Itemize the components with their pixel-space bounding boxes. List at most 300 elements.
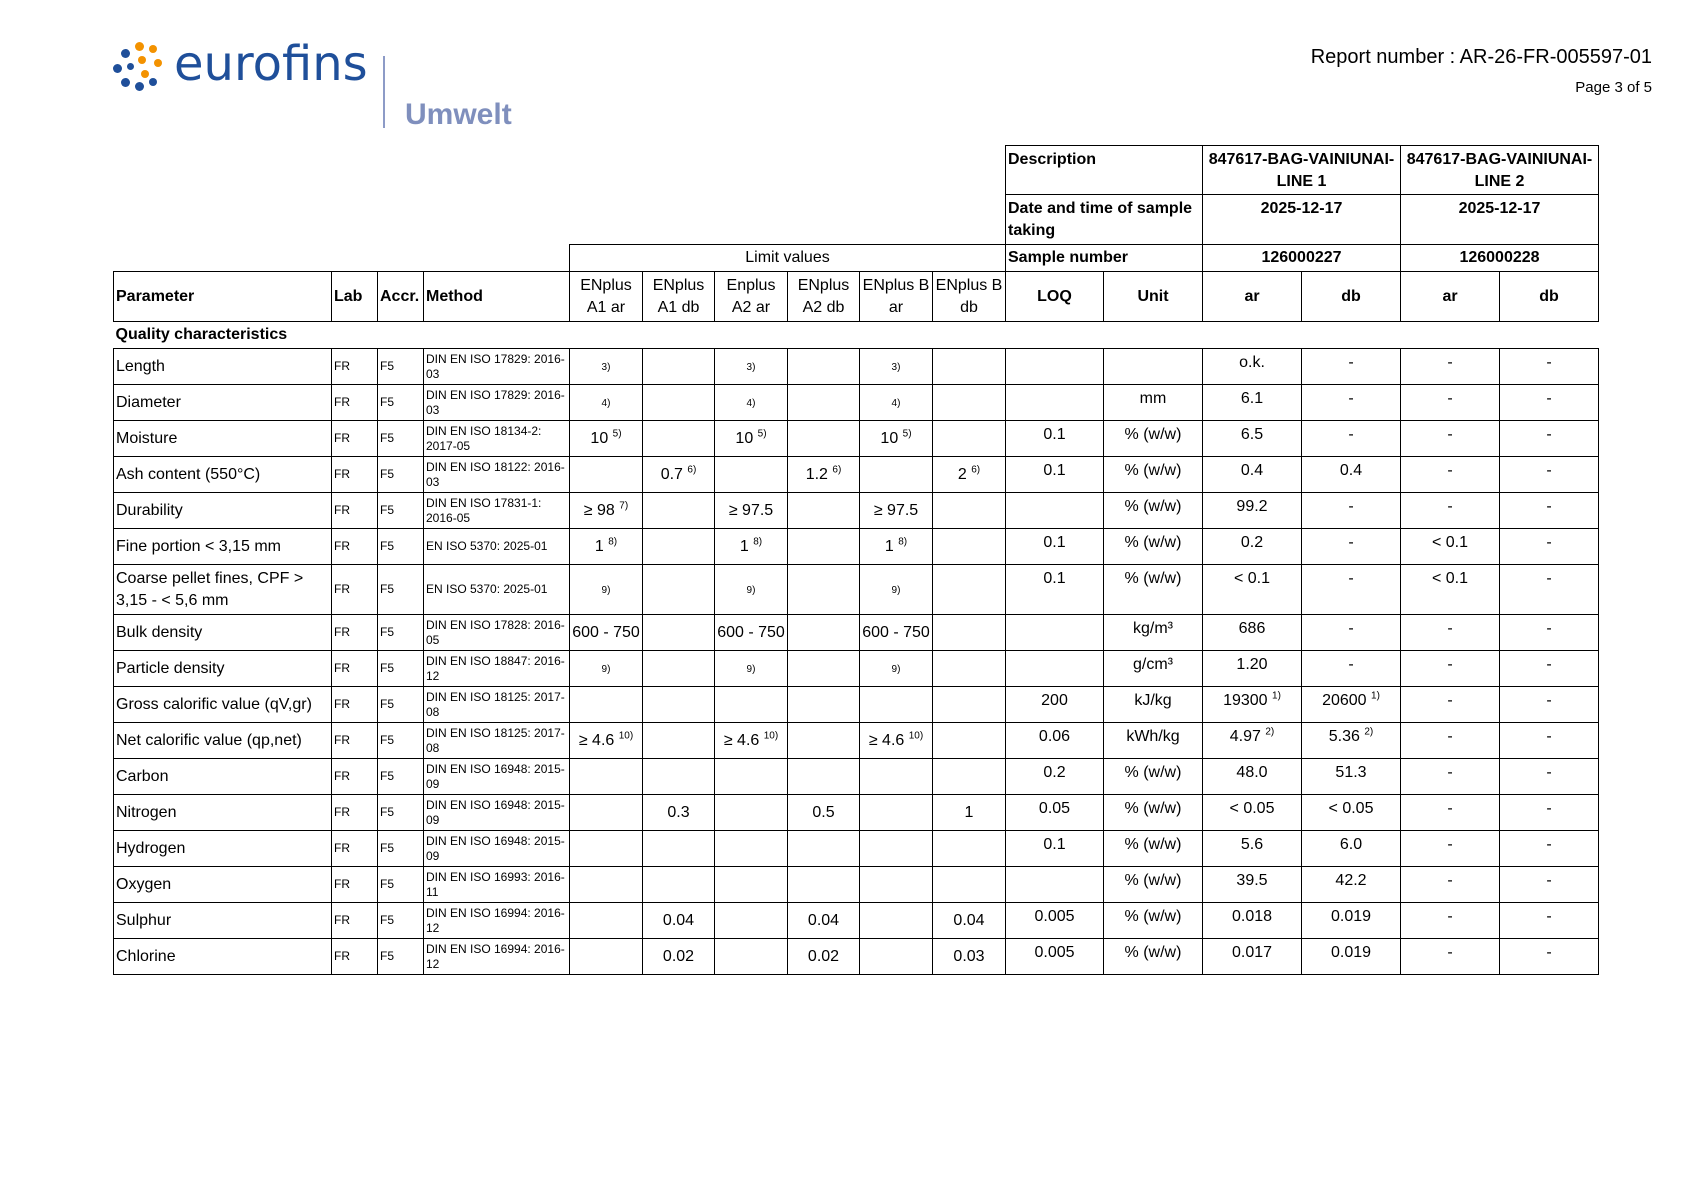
footnote-ref: 9) <box>891 663 901 675</box>
limit-cell <box>643 615 715 651</box>
footnote-ref: 9) <box>746 663 756 675</box>
accr-cell: F5 <box>378 651 424 687</box>
table-row <box>114 529 1599 565</box>
limit-cell <box>788 421 860 457</box>
limit-cell <box>933 493 1006 529</box>
sample2-ar-cell: - <box>1401 493 1500 529</box>
limit-cell <box>715 565 788 615</box>
limit-cell <box>570 939 643 975</box>
method-cell: DIN EN ISO 16994: 2016-12 <box>424 939 570 975</box>
unit-cell: % (w/w) <box>1104 867 1203 903</box>
loq-cell: 0.2 <box>1006 759 1104 795</box>
sample1-db-cell: - <box>1302 529 1401 565</box>
footnote-ref: 4) <box>891 397 901 409</box>
method-cell: DIN EN ISO 18125: 2017-08 <box>424 687 570 723</box>
limit-cell <box>933 867 1006 903</box>
limit-cell: ≥ 4.6 $^{10)}$ <box>860 723 933 759</box>
sample2-db-cell: - <box>1500 565 1599 615</box>
limit-cell <box>788 651 860 687</box>
col-limit-a1-db: ENplus A1 db <box>643 272 715 322</box>
unit-cell: mm <box>1104 385 1203 421</box>
unit-cell: % (w/w) <box>1104 831 1203 867</box>
sample2-db-cell: - <box>1500 903 1599 939</box>
sample2-ar-cell: - <box>1401 349 1500 385</box>
column-header-row <box>114 272 1599 322</box>
limit-cell <box>933 759 1006 795</box>
loq-cell <box>1006 385 1104 421</box>
limit-cell: 0.5 <box>788 795 860 831</box>
lab-cell: FR <box>332 759 378 795</box>
sample1-db-cell: < 0.05 <box>1302 795 1401 831</box>
sample2-ar-cell: - <box>1401 759 1500 795</box>
unit-cell: % (w/w) <box>1104 493 1203 529</box>
limit-cell <box>933 385 1006 421</box>
limit-cell <box>570 687 643 723</box>
unit-cell: % (w/w) <box>1104 939 1203 975</box>
loq-cell <box>1006 493 1104 529</box>
method-cell: DIN EN ISO 16948: 2015-09 <box>424 831 570 867</box>
limit-cell <box>715 651 788 687</box>
loq-cell: 0.1 <box>1006 565 1104 615</box>
col-parameter: Parameter <box>114 272 332 322</box>
table-row <box>114 795 1599 831</box>
sample2-number: 126000228 <box>1401 245 1599 272</box>
col-sample1-db: db <box>1302 272 1401 322</box>
sample2-db-cell: - <box>1500 651 1599 687</box>
sample-number-label: Sample number <box>1006 245 1203 272</box>
parameter-cell: Length <box>114 349 332 385</box>
accr-cell: F5 <box>378 723 424 759</box>
accr-cell: F5 <box>378 939 424 975</box>
lab-cell: FR <box>332 529 378 565</box>
footnote-ref: 4) <box>746 397 756 409</box>
sample2-db-cell: - <box>1500 493 1599 529</box>
limit-cell <box>715 867 788 903</box>
footnote-ref: 7) <box>619 500 629 512</box>
footnote-ref: 8) <box>898 536 908 548</box>
report-number: Report number : AR-26-FR-005597-01 <box>1310 46 1652 68</box>
limit-cell <box>715 903 788 939</box>
limit-cell: 600 - 750 <box>860 615 933 651</box>
limit-cell <box>715 349 788 385</box>
limit-cell <box>570 349 643 385</box>
limit-cell: 0.3 <box>643 795 715 831</box>
limit-cell <box>643 831 715 867</box>
sample2-db-cell: - <box>1500 831 1599 867</box>
limit-cell <box>643 867 715 903</box>
sample2-db-cell: - <box>1500 529 1599 565</box>
lab-cell: FR <box>332 457 378 493</box>
sample1-ar-cell: 686 <box>1203 615 1302 651</box>
footnote-ref: 1) <box>1371 690 1380 702</box>
footnote-ref: 9) <box>746 584 756 596</box>
table-row <box>114 493 1599 529</box>
sample1-db-cell: 0.4 <box>1302 457 1401 493</box>
limit-cell <box>643 651 715 687</box>
sample1-ar-cell: 4.97 $^{2)}$ <box>1203 723 1302 759</box>
col-loq: LOQ <box>1006 272 1104 322</box>
footnote-ref: 3) <box>746 361 756 373</box>
data-rows <box>114 349 1599 975</box>
accr-cell: F5 <box>378 903 424 939</box>
footnote-ref: 5) <box>612 428 622 440</box>
footnote-ref: 6) <box>687 464 697 476</box>
lab-cell: FR <box>332 687 378 723</box>
limit-cell <box>715 831 788 867</box>
method-cell: DIN EN ISO 18134-2: 2017-05 <box>424 421 570 457</box>
sample1-date: 2025-12-17 <box>1203 195 1401 245</box>
parameter-cell: Hydrogen <box>114 831 332 867</box>
sample2-ar-cell: < 0.1 <box>1401 529 1500 565</box>
loq-cell: 0.005 <box>1006 939 1104 975</box>
sample1-ar-cell: 0.018 <box>1203 903 1302 939</box>
parameter-cell: Moisture <box>114 421 332 457</box>
parameter-cell: Durability <box>114 493 332 529</box>
table-row <box>114 687 1599 723</box>
col-limit-b-ar: ENplus B ar <box>860 272 933 322</box>
sample2-ar-cell: - <box>1401 867 1500 903</box>
parameter-cell: Nitrogen <box>114 795 332 831</box>
footnote-ref: 9) <box>891 584 901 596</box>
sample2-db-cell: - <box>1500 615 1599 651</box>
limit-cell <box>860 457 933 493</box>
accr-cell: F5 <box>378 421 424 457</box>
sample1-ar-cell: o.k. <box>1203 349 1302 385</box>
loq-cell: 0.1 <box>1006 457 1104 493</box>
sample2-ar-cell: - <box>1401 795 1500 831</box>
table-row <box>114 831 1599 867</box>
accr-cell: F5 <box>378 687 424 723</box>
sample1-number: 126000227 <box>1203 245 1401 272</box>
limit-cell: 1.2 $^{6)}$ <box>788 457 860 493</box>
limit-cell <box>788 565 860 615</box>
col-method: Method <box>424 272 570 322</box>
accr-cell: F5 <box>378 565 424 615</box>
lab-cell: FR <box>332 493 378 529</box>
limit-cell: 2 $^{6)}$ <box>933 457 1006 493</box>
col-limit-b-db: ENplus B db <box>933 272 1006 322</box>
unit-cell: % (w/w) <box>1104 457 1203 493</box>
limit-cell <box>788 385 860 421</box>
sample1-ar-cell: 39.5 <box>1203 867 1302 903</box>
limit-cell <box>715 457 788 493</box>
limit-cell <box>643 529 715 565</box>
loq-cell <box>1006 615 1104 651</box>
lab-cell: FR <box>332 565 378 615</box>
limit-cell: 10 $^{5)}$ <box>570 421 643 457</box>
parameter-cell: Bulk density <box>114 615 332 651</box>
limit-cell <box>788 493 860 529</box>
limit-cell <box>570 759 643 795</box>
limit-cell <box>715 759 788 795</box>
unit-cell <box>1104 349 1203 385</box>
sample1-ar-cell: 48.0 <box>1203 759 1302 795</box>
footnote-ref: 10) <box>618 730 634 742</box>
limit-cell: 1 $^{8)}$ <box>570 529 643 565</box>
limit-cell: 0.02 <box>643 939 715 975</box>
results-table <box>113 145 1599 975</box>
accr-cell: F5 <box>378 867 424 903</box>
lab-cell: FR <box>332 349 378 385</box>
accr-cell: F5 <box>378 385 424 421</box>
loq-cell: 0.1 <box>1006 421 1104 457</box>
loq-cell: 0.1 <box>1006 831 1104 867</box>
loq-cell: 0.05 <box>1006 795 1104 831</box>
lab-cell: FR <box>332 867 378 903</box>
sample1-db-cell: - <box>1302 651 1401 687</box>
loq-cell: 200 <box>1006 687 1104 723</box>
sample2-ar-cell: < 0.1 <box>1401 565 1500 615</box>
limit-cell <box>788 759 860 795</box>
sample2-ar-cell: - <box>1401 903 1500 939</box>
parameter-cell: Coarse pellet fines, CPF > 3,15 - < 5,6 mm <box>114 565 332 615</box>
limit-cell: 600 - 750 <box>570 615 643 651</box>
sample2-ar-cell: - <box>1401 457 1500 493</box>
limit-cell: 0.03 <box>933 939 1006 975</box>
unit-cell: % (w/w) <box>1104 759 1203 795</box>
limit-cell <box>860 795 933 831</box>
lab-cell: FR <box>332 385 378 421</box>
footnote-ref: 3) <box>601 361 611 373</box>
sample2-db-cell: - <box>1500 939 1599 975</box>
method-cell: DIN EN ISO 18125: 2017-08 <box>424 723 570 759</box>
footnote-ref: 9) <box>601 663 611 675</box>
parameter-cell: Diameter <box>114 385 332 421</box>
limit-cell <box>788 615 860 651</box>
lab-cell: FR <box>332 903 378 939</box>
footnote-ref: 10) <box>763 730 779 742</box>
method-cell: DIN EN ISO 17828: 2016-05 <box>424 615 570 651</box>
col-sample2-ar: ar <box>1401 272 1500 322</box>
limit-cell <box>860 903 933 939</box>
sample1-ar-cell: 0.4 <box>1203 457 1302 493</box>
method-cell: DIN EN ISO 17829: 2016-03 <box>424 385 570 421</box>
accr-cell: F5 <box>378 493 424 529</box>
lab-cell: FR <box>332 421 378 457</box>
limit-cell <box>570 795 643 831</box>
table-row <box>114 867 1599 903</box>
limit-cell <box>788 529 860 565</box>
table-row <box>114 421 1599 457</box>
sample2-db-cell: - <box>1500 349 1599 385</box>
sample2-db-cell: - <box>1500 687 1599 723</box>
lab-cell: FR <box>332 651 378 687</box>
unit-cell: g/cm³ <box>1104 651 1203 687</box>
sample2-date: 2025-12-17 <box>1401 195 1599 245</box>
unit-cell: kWh/kg <box>1104 723 1203 759</box>
limit-values-label: Limit values <box>570 245 1006 272</box>
limit-cell: 0.04 <box>933 903 1006 939</box>
limit-cell <box>643 385 715 421</box>
sample1-db-cell: 0.019 <box>1302 939 1401 975</box>
limit-cell: ≥ 97.5 <box>715 493 788 529</box>
limit-cell <box>860 565 933 615</box>
accr-cell: F5 <box>378 349 424 385</box>
parameter-cell: Fine portion < 3,15 mm <box>114 529 332 565</box>
limit-cell <box>570 831 643 867</box>
limit-cell: 1 $^{8)}$ <box>715 529 788 565</box>
limit-cell <box>788 867 860 903</box>
limit-cell: 0.04 <box>788 903 860 939</box>
limit-cell: ≥ 97.5 <box>860 493 933 529</box>
table-row <box>114 723 1599 759</box>
lab-cell: FR <box>332 939 378 975</box>
loq-cell: 0.005 <box>1006 903 1104 939</box>
limit-cell <box>788 687 860 723</box>
sample2-ar-cell: - <box>1401 651 1500 687</box>
method-cell: DIN EN ISO 17829: 2016-03 <box>424 349 570 385</box>
sample2-db-cell: - <box>1500 759 1599 795</box>
accr-cell: F5 <box>378 529 424 565</box>
limit-cell <box>643 759 715 795</box>
table-row <box>114 615 1599 651</box>
method-cell: DIN EN ISO 18122: 2016-03 <box>424 457 570 493</box>
sample2-db-cell: - <box>1500 421 1599 457</box>
logo-divider <box>383 56 385 128</box>
sample2-ar-cell: - <box>1401 687 1500 723</box>
unit-cell: % (w/w) <box>1104 795 1203 831</box>
method-cell: EN ISO 5370: 2025-01 <box>424 565 570 615</box>
sample1-ar-cell: 19300 $^{1)}$ <box>1203 687 1302 723</box>
section-title: Quality characteristics <box>115 326 288 343</box>
parameter-cell: Oxygen <box>114 867 332 903</box>
table-row <box>114 385 1599 421</box>
limit-cell <box>715 687 788 723</box>
accr-cell: F5 <box>378 457 424 493</box>
limit-cell: 1 <box>933 795 1006 831</box>
col-limit-a2-db: ENplus A2 db <box>788 272 860 322</box>
limit-cell: 0.02 <box>788 939 860 975</box>
method-cell: DIN EN ISO 16948: 2015-09 <box>424 795 570 831</box>
footnote-ref: 2) <box>1265 726 1275 738</box>
sample1-db-cell: - <box>1302 565 1401 615</box>
footnote-ref: 2) <box>1364 726 1374 738</box>
limit-cell <box>570 385 643 421</box>
limit-cell <box>933 723 1006 759</box>
parameter-cell: Net calorific value (qp,net) <box>114 723 332 759</box>
limit-cell <box>933 651 1006 687</box>
sample2-ar-cell: - <box>1401 723 1500 759</box>
limit-cell <box>933 421 1006 457</box>
sample1-db-cell: - <box>1302 421 1401 457</box>
limit-cell <box>643 421 715 457</box>
footnote-ref: 9) <box>601 584 611 596</box>
sample1-ar-cell: 1.20 <box>1203 651 1302 687</box>
sample1-description: 847617-BAG-VAINIUNAI-LINE 1 <box>1203 146 1401 195</box>
loq-cell <box>1006 349 1104 385</box>
limit-cell <box>643 493 715 529</box>
limit-cell <box>715 385 788 421</box>
limit-cell <box>933 615 1006 651</box>
accr-cell: F5 <box>378 831 424 867</box>
limit-cell <box>933 687 1006 723</box>
limit-cell <box>715 795 788 831</box>
logo-wordmark: eurofins <box>174 36 368 92</box>
sample1-ar-cell: 0.017 <box>1203 939 1302 975</box>
parameter-cell: Particle density <box>114 651 332 687</box>
lab-cell: FR <box>332 723 378 759</box>
lab-cell: FR <box>332 615 378 651</box>
sample2-db-cell: - <box>1500 723 1599 759</box>
col-sample2-db: db <box>1500 272 1599 322</box>
sample2-db-cell: - <box>1500 385 1599 421</box>
loq-cell: 0.06 <box>1006 723 1104 759</box>
col-sample1-ar: ar <box>1203 272 1302 322</box>
date-label: Date and time of sample taking <box>1006 195 1203 245</box>
limit-cell <box>788 831 860 867</box>
accr-cell: F5 <box>378 615 424 651</box>
method-cell: DIN EN ISO 16993: 2016-11 <box>424 867 570 903</box>
footnote-ref: 10) <box>908 730 924 742</box>
footnote-ref: 3) <box>891 361 901 373</box>
limit-cell <box>570 565 643 615</box>
footnote-ref: 8) <box>753 536 763 548</box>
limit-cell <box>570 457 643 493</box>
sample2-db-cell: - <box>1500 457 1599 493</box>
sample1-db-cell: - <box>1302 349 1401 385</box>
method-cell: EN ISO 5370: 2025-01 <box>424 529 570 565</box>
logo-subtitle: Umwelt <box>405 98 512 131</box>
limit-cell <box>860 651 933 687</box>
parameter-cell: Ash content (550°C) <box>114 457 332 493</box>
sample2-description: 847617-BAG-VAINIUNAI-LINE 2 <box>1401 146 1599 195</box>
method-cell: DIN EN ISO 17831-1: 2016-05 <box>424 493 570 529</box>
footnote-ref: 8) <box>608 536 618 548</box>
loq-cell: 0.1 <box>1006 529 1104 565</box>
sample1-ar-cell: 0.2 <box>1203 529 1302 565</box>
footnote-ref: 5) <box>757 428 767 440</box>
limit-cell <box>860 687 933 723</box>
limit-cell <box>643 687 715 723</box>
limit-cell <box>860 867 933 903</box>
col-limit-a2-ar: Enplus A2 ar <box>715 272 788 322</box>
limit-cell: 10 $^{5)}$ <box>715 421 788 457</box>
sample1-ar-cell: 99.2 <box>1203 493 1302 529</box>
limit-cell <box>788 349 860 385</box>
limit-cell: 10 $^{5)}$ <box>860 421 933 457</box>
footnote-ref: 6) <box>971 464 981 476</box>
limit-cell <box>643 349 715 385</box>
col-unit: Unit <box>1104 272 1203 322</box>
table-row <box>114 457 1599 493</box>
table-row <box>114 939 1599 975</box>
loq-cell <box>1006 651 1104 687</box>
limit-cell: ≥ 4.6 $^{10)}$ <box>715 723 788 759</box>
limit-cell <box>933 565 1006 615</box>
footnote-ref: 6) <box>832 464 842 476</box>
sample1-db-cell: - <box>1302 493 1401 529</box>
sample1-db-cell: 5.36 $^{2)}$ <box>1302 723 1401 759</box>
limit-cell <box>570 867 643 903</box>
sample2-ar-cell: - <box>1401 385 1500 421</box>
page-number: Page 3 of 5 <box>1575 79 1652 96</box>
sample1-db-cell: - <box>1302 385 1401 421</box>
table-row <box>114 349 1599 385</box>
sample1-ar-cell: 6.1 <box>1203 385 1302 421</box>
sample2-ar-cell: - <box>1401 421 1500 457</box>
unit-cell: % (w/w) <box>1104 565 1203 615</box>
unit-cell: % (w/w) <box>1104 903 1203 939</box>
sample1-ar-cell: < 0.1 <box>1203 565 1302 615</box>
limit-cell <box>860 349 933 385</box>
col-limit-a1-ar: ENplus A1 ar <box>570 272 643 322</box>
sample1-ar-cell: < 0.05 <box>1203 795 1302 831</box>
loq-cell <box>1006 867 1104 903</box>
limit-cell <box>715 939 788 975</box>
sample1-db-cell: 0.019 <box>1302 903 1401 939</box>
limit-cell <box>933 529 1006 565</box>
limit-cell <box>933 831 1006 867</box>
